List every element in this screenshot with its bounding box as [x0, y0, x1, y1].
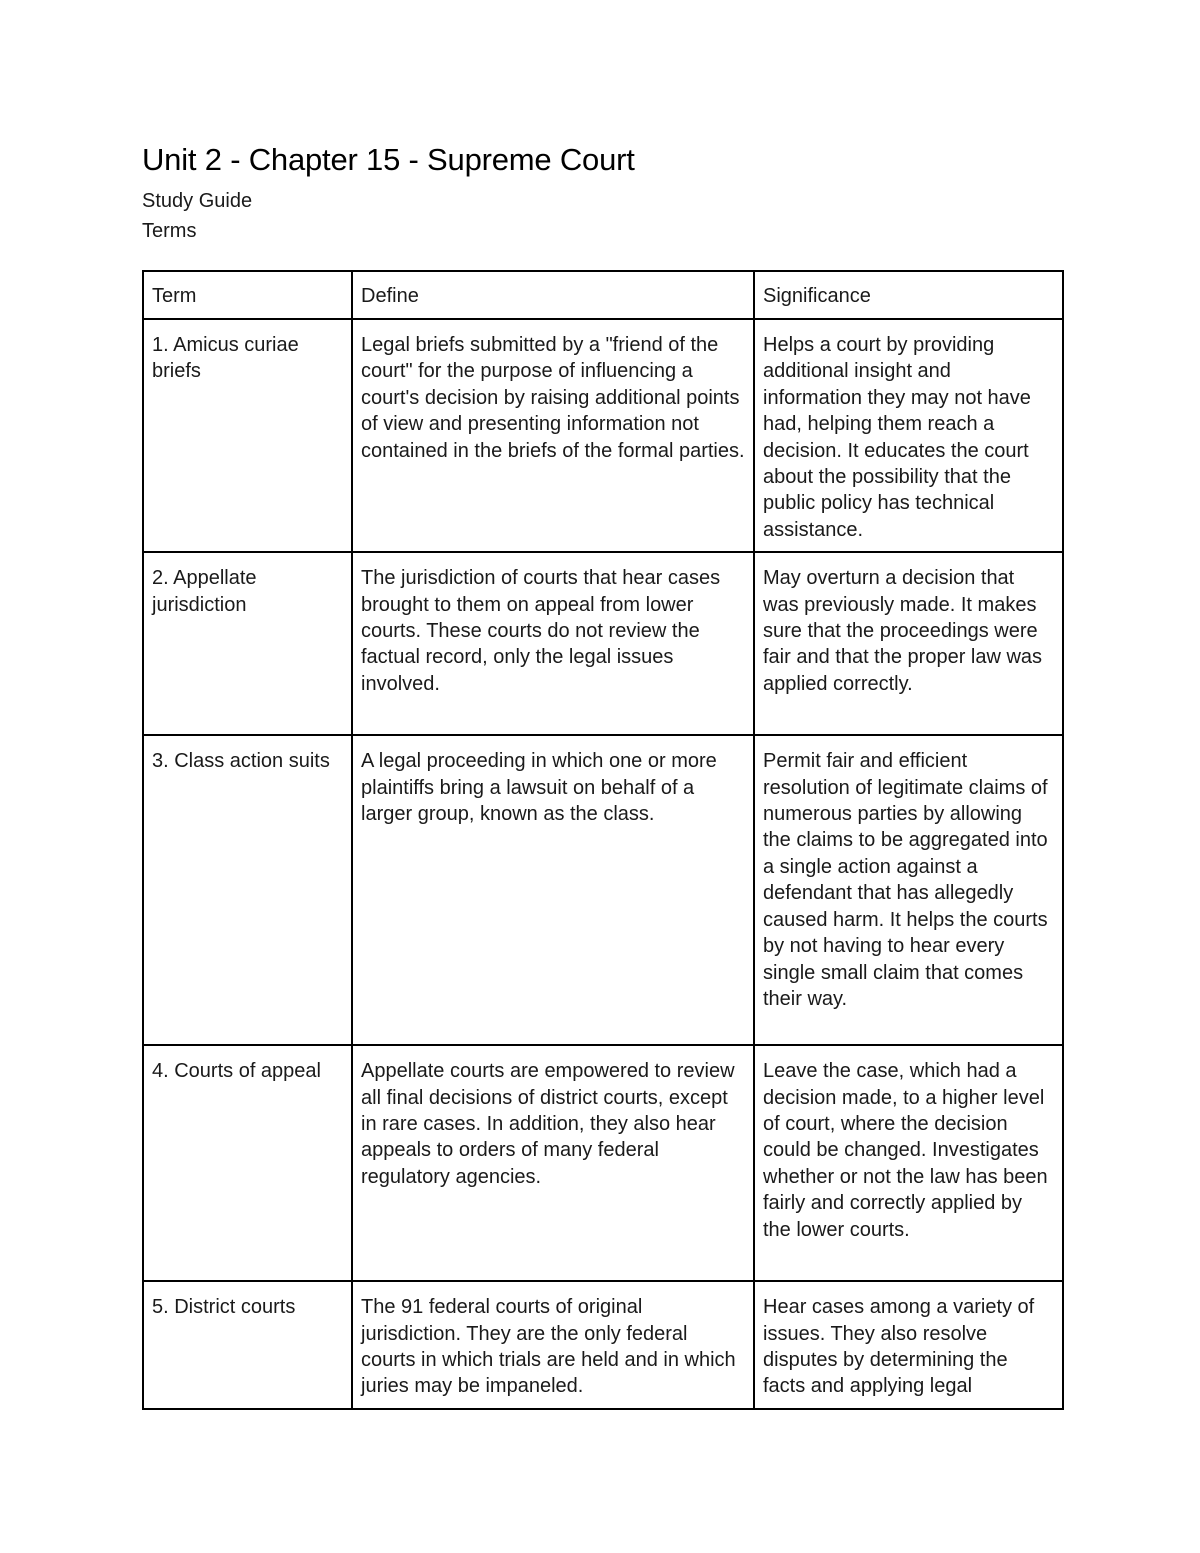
cell-define: Legal briefs submitted by a "friend of the court" for the purpose of influencing a court's decision by raising additional points of view and presenting information not contained in the briefs of the formal parties.: [352, 319, 754, 552]
table-header-row: [143, 271, 1063, 319]
page-subtitle: Study Guide: [142, 190, 253, 212]
cell-term: 2. Appellate jurisdiction: [143, 552, 352, 735]
table-row: [143, 1281, 1063, 1409]
cell-define: A legal proceeding in which one or more plaintiffs bring a lawsuit on behalf of a larger group, known as the class.: [352, 735, 754, 1045]
cell-define: The jurisdiction of courts that hear cases brought to them on appeal from lower courts. These courts do not review the factual record, only the legal issues involved.: [352, 552, 754, 735]
table-row: [143, 735, 1063, 1045]
header-significance: Significance: [754, 271, 1063, 319]
page-title: Unit 2 - Chapter 15 - Supreme Court: [142, 142, 635, 177]
cell-term: 5. District courts: [143, 1281, 352, 1409]
cell-significance: Helps a court by providing additional insight and information they may not have had, helping them reach a decision. It educates the court about the possibility that the public policy has technical assistance.: [754, 319, 1063, 552]
section-label: Terms: [142, 220, 197, 242]
cell-term: 3. Class action suits: [143, 735, 352, 1045]
cell-significance: Leave the case, which had a decision made, to a higher level of court, where the decision could be changed. Investigates whether or not the law has been fairly and correctly applied by the lower courts.: [754, 1045, 1063, 1281]
terms-table: [142, 270, 1064, 1410]
table-row: [143, 552, 1063, 735]
cell-significance: Permit fair and efficient resolution of legitimate claims of numerous parties by allowing the claims to be aggregated into a single action against a defendant that has allegedly caused harm. It helps the courts by not having to hear every single small claim that comes their way.: [754, 735, 1063, 1045]
cell-define: The 91 federal courts of original jurisdiction. They are the only federal courts in which trials are held and in which juries may be impaneled.: [352, 1281, 754, 1409]
table-row: [143, 1045, 1063, 1281]
header-define: Define: [352, 271, 754, 319]
cell-term: 1. Amicus curiae briefs: [143, 319, 352, 552]
cell-define: Appellate courts are empowered to review all final decisions of district courts, except in rare cases. In addition, they also hear appeals to orders of many federal regulatory agencies.: [352, 1045, 754, 1281]
table-row: [143, 319, 1063, 552]
header-term: Term: [143, 271, 352, 319]
document-page: [142, 138, 1062, 1398]
cell-term: 4. Courts of appeal: [143, 1045, 352, 1281]
cell-significance: Hear cases among a variety of issues. They also resolve disputes by determining the facts and applying legal: [754, 1281, 1063, 1409]
cell-significance: May overturn a decision that was previously made. It makes sure that the proceedings were fair and that the proper law was applied correctly.: [754, 552, 1063, 735]
